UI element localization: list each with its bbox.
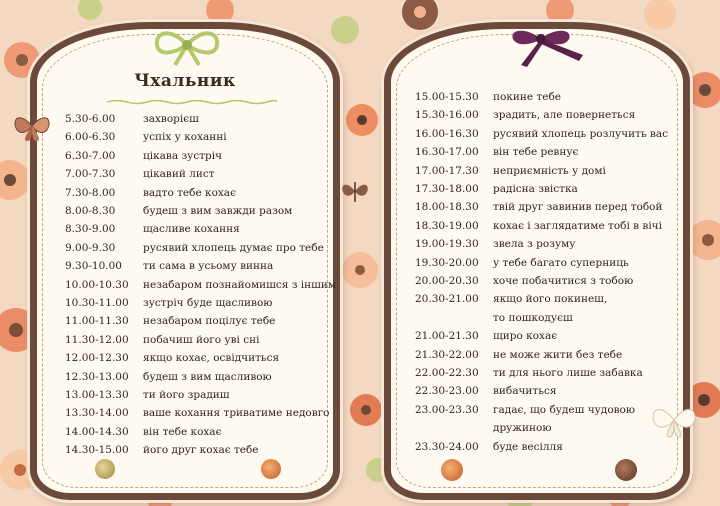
left-page-card — [30, 22, 340, 500]
fortune-text: ти для нього лише забавка — [493, 367, 643, 379]
butterfly-icon — [650, 400, 698, 440]
fortune-text: якщо кохає, освідчиться — [143, 352, 280, 365]
fortune-text: твій друг завинив перед тобой — [493, 201, 663, 214]
fortune-text: звела з розуму — [493, 238, 576, 251]
fortune-text: зрадить, але повернеться — [493, 109, 636, 122]
fortune-text: радісна звістка — [493, 183, 578, 195]
fortune-text: вибачиться — [493, 385, 557, 398]
time-range: 15.00-15.30 — [415, 91, 479, 103]
fortune-text: зустріч буде щасливою — [143, 297, 273, 309]
fortune-text: ти його зрадиш — [143, 389, 230, 401]
green-bow-icon — [147, 23, 227, 67]
time-range: 9.00-9.30 — [65, 241, 116, 254]
right-page-card — [384, 22, 690, 500]
time-range: 20.00-20.30 — [415, 275, 479, 287]
fortune-text: неприємність у домі — [493, 164, 606, 177]
fortune-text: вадто тебе кохає — [143, 186, 236, 199]
time-range: 10.00-10.30 — [65, 278, 129, 291]
fortune-text: буде весілля — [493, 440, 563, 453]
time-range: 6.00-6.30 — [65, 131, 116, 144]
fortune-text: незабаром поцілує тебе — [143, 315, 276, 328]
fortune-text: щасливе кохання — [143, 223, 240, 236]
fortune-text: не може жити без тебе — [493, 348, 623, 361]
time-range: 15.30-16.00 — [415, 109, 479, 122]
time-range: 19.00-19.30 — [415, 238, 479, 251]
fortune-text: будеш з вим завжди разом — [143, 205, 293, 217]
brown-button-icon — [615, 459, 637, 481]
fortune-text: ваше кохання триватиме недовго — [143, 407, 330, 420]
fortune-text: дружиною — [493, 422, 552, 435]
time-range: 11.30-12.00 — [65, 333, 129, 346]
orange-button-icon — [261, 459, 281, 479]
time-range: 20.30-21.00 — [415, 293, 479, 306]
fortune-text: незабаром познайомишся з іншим — [143, 278, 337, 291]
fortune-text: якщо його покинеш, — [493, 293, 608, 306]
fortune-text: русявий хлопець розлучить вас — [493, 127, 669, 140]
time-range: 12.00-12.30 — [65, 352, 129, 365]
butterfly-icon — [340, 176, 370, 206]
time-range: 17.00-17.30 — [415, 164, 479, 177]
time-range: 7.00-7.30 — [65, 168, 116, 181]
time-range: 8.30-9.00 — [65, 223, 116, 236]
fortune-text: покине тебе — [493, 91, 561, 103]
time-range: 9.30-10.00 — [65, 260, 122, 273]
decorative-divider — [107, 99, 277, 105]
fortune-text: захворієш — [143, 113, 199, 125]
fortune-text: його друг кохає тебе — [143, 444, 259, 457]
time-range: 18.00-18.30 — [415, 201, 479, 214]
time-range: 23.00-23.30 — [415, 403, 479, 416]
time-range: 10.30-11.00 — [65, 297, 129, 309]
brass-button-icon — [95, 459, 115, 479]
fortune-text: цікавий лист — [143, 168, 215, 181]
fortune-text: кохає і заглядатиме тобі в вічі — [493, 219, 662, 232]
time-range: 23.30-24.00 — [415, 440, 479, 453]
time-range: 12.30-13.00 — [65, 370, 129, 383]
time-range: 21.00-21.30 — [415, 330, 479, 343]
butterfly-icon — [12, 108, 52, 144]
time-range: 16.00-16.30 — [415, 127, 479, 140]
fortune-text: гадає, що будеш чудовою — [493, 403, 636, 416]
time-range: 16.30-17.00 — [415, 146, 479, 159]
fortune-text: русявий хлопець думає про тебе — [143, 241, 324, 254]
fortune-text: успіх у коханні — [143, 131, 227, 144]
fortune-text: ти сама в усьому винна — [143, 260, 274, 273]
fortune-text: щиро кохає — [493, 330, 558, 343]
time-range: 19.30-20.00 — [415, 256, 479, 269]
time-range: 8.00-8.30 — [65, 205, 116, 217]
fortune-text: він тебе кохає — [143, 425, 222, 438]
fortune-text: хоче побачитися з тобою — [493, 275, 634, 287]
time-range: 21.30-22.00 — [415, 348, 479, 361]
time-range: 13.00-13.30 — [65, 389, 129, 401]
time-range: 14.00-14.30 — [65, 425, 129, 438]
purple-bow-icon — [491, 25, 591, 75]
fortune-text: цікава зустріч — [143, 149, 223, 162]
fortune-text: будеш з вим щасливою — [143, 370, 272, 383]
time-range: 17.30-18.00 — [415, 183, 479, 195]
time-range: 11.00-11.30 — [65, 315, 129, 328]
orange-button-icon — [441, 459, 463, 481]
time-range: 7.30-8.00 — [65, 186, 116, 199]
fortune-text: у тебе багато суперниць — [493, 256, 629, 269]
time-range: 18.30-19.00 — [415, 219, 479, 232]
page-title: Чхальник — [134, 71, 236, 91]
time-range: 6.30-7.00 — [65, 149, 116, 162]
fortune-text: побачиш його уві сні — [143, 333, 260, 346]
time-range: 22.30-23.00 — [415, 385, 479, 398]
time-range: 14.30-15.00 — [65, 444, 129, 457]
time-range: 5.30-6.00 — [65, 113, 116, 125]
fortune-text: він тебе ревнує — [493, 146, 579, 159]
time-range: 22.00-22.30 — [415, 367, 479, 379]
fortune-text: то пошкодуєш — [493, 311, 573, 324]
time-range: 13.30-14.00 — [65, 407, 129, 420]
